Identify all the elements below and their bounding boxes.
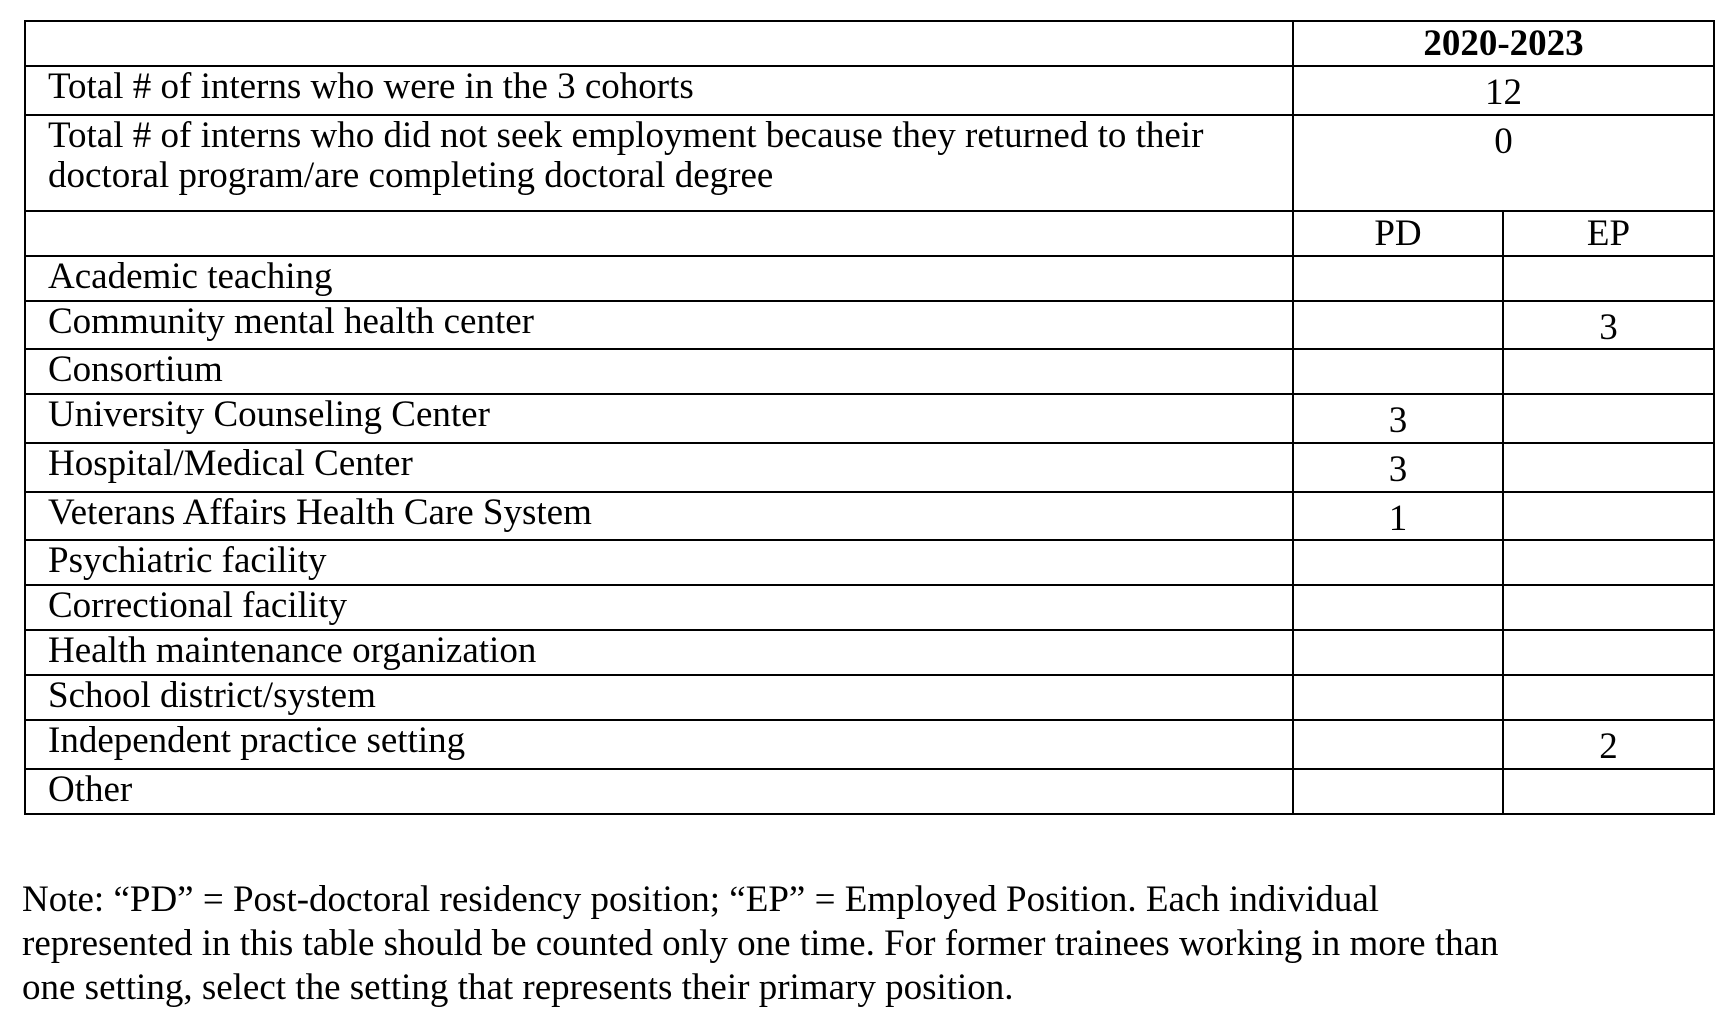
pd-count: 3 bbox=[1293, 443, 1503, 492]
setting-label: School district/system bbox=[25, 675, 1293, 720]
setting-label: Hospital/Medical Center bbox=[25, 443, 1293, 492]
setting-row bbox=[25, 349, 1714, 394]
setting-label: Community mental health center bbox=[25, 301, 1293, 350]
column-header-row bbox=[25, 211, 1714, 256]
summary-row-total-interns bbox=[25, 66, 1714, 115]
summary-label: Total # of interns who were in the 3 cohorts bbox=[25, 66, 1293, 115]
ep-count bbox=[1503, 769, 1714, 814]
setting-row bbox=[25, 630, 1714, 675]
ep-column-header: EP bbox=[1503, 211, 1714, 256]
setting-row bbox=[25, 720, 1714, 769]
setting-row bbox=[25, 585, 1714, 630]
pd-count bbox=[1293, 349, 1503, 394]
setting-row bbox=[25, 256, 1714, 301]
ep-count bbox=[1503, 492, 1714, 541]
setting-row bbox=[25, 540, 1714, 585]
pd-count bbox=[1293, 540, 1503, 585]
summary-label: Total # of interns who did not seek employment because they returned to their doctoral program/are completing doctoral degree bbox=[25, 115, 1293, 211]
pd-count bbox=[1293, 769, 1503, 814]
empty-header-cell bbox=[25, 211, 1293, 256]
empty-header-cell bbox=[25, 21, 1293, 66]
setting-row bbox=[25, 769, 1714, 814]
setting-label: University Counseling Center bbox=[25, 394, 1293, 443]
setting-label: Health maintenance organization bbox=[25, 630, 1293, 675]
setting-label: Correctional facility bbox=[25, 585, 1293, 630]
ep-count bbox=[1503, 540, 1714, 585]
pd-count: 1 bbox=[1293, 492, 1503, 541]
summary-value: 12 bbox=[1293, 66, 1714, 115]
setting-row bbox=[25, 492, 1714, 541]
summary-row-returned-to-program bbox=[25, 115, 1714, 211]
pd-count bbox=[1293, 630, 1503, 675]
setting-label: Academic teaching bbox=[25, 256, 1293, 301]
setting-label: Consortium bbox=[25, 349, 1293, 394]
setting-row bbox=[25, 443, 1714, 492]
setting-label: Independent practice setting bbox=[25, 720, 1293, 769]
setting-row bbox=[25, 301, 1714, 350]
setting-row bbox=[25, 394, 1714, 443]
pd-count bbox=[1293, 585, 1503, 630]
pd-column-header: PD bbox=[1293, 211, 1503, 256]
table-note: Note: “PD” = Post-doctoral residency position; “EP” = Employed Position. Each individual represented in this table should be counted only one time. For former trainees working in more than one setting, select the setting that represents their primary position. bbox=[22, 879, 1499, 1008]
ep-count bbox=[1503, 675, 1714, 720]
ep-count bbox=[1503, 256, 1714, 301]
period-header-row bbox=[25, 21, 1714, 66]
ep-count bbox=[1503, 585, 1714, 630]
setting-label: Other bbox=[25, 769, 1293, 814]
ep-count: 3 bbox=[1503, 301, 1714, 350]
pd-count: 3 bbox=[1293, 394, 1503, 443]
pd-count bbox=[1293, 675, 1503, 720]
period-header: 2020-2023 bbox=[1293, 21, 1714, 66]
ep-count bbox=[1503, 630, 1714, 675]
ep-count bbox=[1503, 443, 1714, 492]
summary-value: 0 bbox=[1293, 115, 1714, 211]
pd-count bbox=[1293, 720, 1503, 769]
ep-count: 2 bbox=[1503, 720, 1714, 769]
setting-row bbox=[25, 675, 1714, 720]
ep-count bbox=[1503, 349, 1714, 394]
pd-count bbox=[1293, 256, 1503, 301]
setting-label: Psychiatric facility bbox=[25, 540, 1293, 585]
pd-count bbox=[1293, 301, 1503, 350]
setting-label: Veterans Affairs Health Care System bbox=[25, 492, 1293, 541]
internship-outcomes-table bbox=[24, 20, 1715, 815]
ep-count bbox=[1503, 394, 1714, 443]
